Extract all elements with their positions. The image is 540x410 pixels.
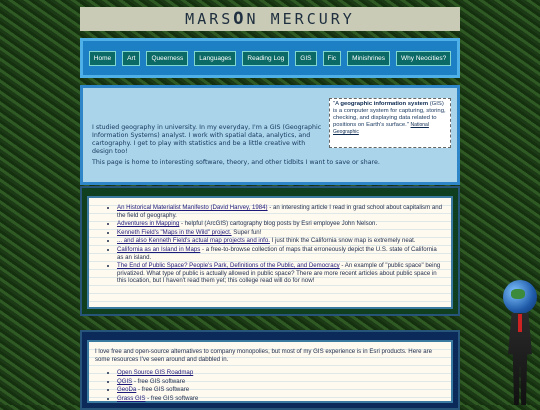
nav-why-neocities[interactable]: Why Neocities? [396,51,451,66]
list-item: • Adventures in Mapping - helpful (ArcGIS) cartography blog posts by Esri employee John Nelson. [117,220,443,228]
quote-source-link[interactable]: National Geographic [333,122,429,135]
list-item: • ... and also Kenneth Field's actual map projects and info. I just think the California snow map is extremely neat. [117,237,443,245]
nav-languages[interactable]: Languages [194,51,236,66]
list-item: • California as an Island in Maps - a free-to-browse collection of maps that erroneously depict the U.S. state of California as an island. [117,246,443,261]
gis-quote [329,98,451,148]
intro-panel [80,85,460,185]
nav-queerness[interactable]: Queerness [146,51,188,66]
globe-head-icon [503,280,537,314]
list-item: • Kenneth Field's "Maps in the Wild" project. Super fun! [117,229,443,237]
resources-intro: I love free and open-source alternatives to company monopolies, but most of my GIS experience is in Esri products. Here are some resources I've seen around and dabbled in. [95,348,433,363]
quote-rest: (GIS) is a computer system for capturing, storing, checking, and displaying data related to positions on Earth's surface." [333,101,446,128]
article-link[interactable]: ... and also Kenneth Field's actual map projects and info. [117,237,270,245]
list-item: • Grass GIS - free GIS software [117,395,443,403]
nav-minishrines[interactable]: Minishrines [347,51,390,66]
title-pre: MARS [185,10,234,28]
intro-paragraph: I studied geography in university. In my everyday, I'm a GIS (Geographic Information Systems) analyst. I work with spatial data, analytics, and cartography. I get to play with statistics and be a little creative with design too! [92,124,322,155]
article-link[interactable]: Adventures in Mapping [117,220,180,228]
intro-paragraph-2: This page is home to interesting software, theory, and other tidbits I want to save or share. [92,159,380,166]
resources-panel [80,330,460,410]
list-item: • QGIS - free GIS software [117,378,443,386]
nav-bar [80,38,460,78]
title-post: N MERCURY [246,10,355,28]
resource-link[interactable]: Grass GIS [117,394,146,402]
site-title [80,7,460,31]
article-link[interactable]: An Historical Materialist Manifesto (David Harvey, 1984) [117,204,268,211]
list-item: • GeoDa - free GIS software [117,386,443,394]
resource-link[interactable]: Open Source GIS Roadmap [117,369,194,377]
nav-home[interactable]: Home [89,51,116,66]
article-link[interactable]: The End of Public Space? People's Park, Definitions of the Public, and Democracy [117,262,340,270]
article-link[interactable]: California as an Island in Maps [117,245,201,253]
article-link[interactable]: Kenneth Field's "Maps in the Wild" project. [117,228,232,236]
nav-reading-log[interactable]: Reading Log [242,51,289,66]
resource-link[interactable]: QGIS [117,377,133,385]
list-item: • The End of Public Space? People's Park, Definitions of the Public, and Democracy - An example of "public space" being privatized. What type of public is actually allowed in public space? There are more recent articles about public space in this location, but I haven't read them yet; this college read will do for now! [117,262,443,285]
quote-lead: "A [333,101,341,107]
nav-gis[interactable]: GIS [295,51,316,66]
resources-list [107,369,443,402]
nav-fic[interactable]: Fic [323,51,342,66]
tie-icon [518,314,522,332]
title-o: O [233,9,247,29]
links-list [107,204,443,285]
list-item: • An Historical Materialist Manifesto (David Harvey, 1984) - an interesting article I read in grad school about capitalism and the field of geography. [117,204,443,219]
list-item [117,369,443,377]
nav-art[interactable]: Art [122,51,140,66]
links-panel [80,186,460,316]
resource-link[interactable]: GeoDa [117,386,137,394]
quote-bold: geographic information system [340,101,429,107]
